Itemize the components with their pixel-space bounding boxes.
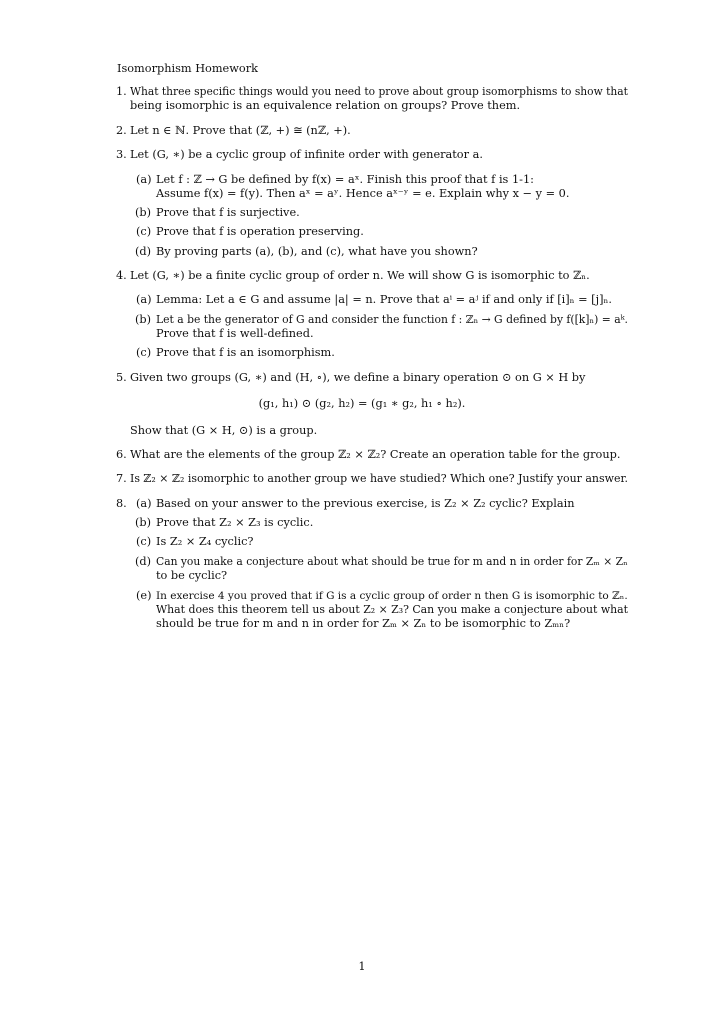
problem-5-number: 5. bbox=[116, 371, 127, 384]
document-title: Isomorphism Homework bbox=[117, 62, 258, 75]
problem-4-number: 4. bbox=[116, 269, 127, 282]
problem-3c-text: Prove that f is operation preserving. bbox=[156, 225, 364, 238]
problem-4b-line-1: Let a be the generator of G and consider the function f : ℤₙ → G defined by f([k]ₙ) = aᵏ. bbox=[156, 313, 628, 326]
problem-1-text bbox=[130, 85, 628, 113]
problem-5-intro bbox=[130, 371, 585, 385]
problem-2-line: Let n ∈ ℕ. Prove that (ℤ, +) ≅ (nℤ, +). bbox=[130, 124, 351, 137]
problem-8b-text: Prove that Z₂ × Z₃ is cyclic. bbox=[156, 516, 314, 529]
problem-1-line-1: What three specific things would you need to prove about group isomorphisms to show that bbox=[130, 85, 628, 98]
problem-3c-label: (c) bbox=[136, 225, 152, 238]
problem-4-intro bbox=[130, 269, 590, 283]
problem-4c-text: Prove that f is an isomorphism. bbox=[156, 346, 335, 359]
problem-8e-line-2: What does this theorem tell us about Z₂ × Z₃? Can you make a conjecture about what bbox=[156, 603, 628, 616]
problem-4b-label: (b) bbox=[135, 313, 152, 326]
problem-4-intro-line: Let (G, ∗) be a finite cyclic group of order n. We will show G is isomorphic to ℤₙ. bbox=[130, 269, 590, 282]
problem-7-number: 7. bbox=[116, 472, 127, 485]
problem-6-text: What are the elements of the group ℤ₂ × ℤ₂? Create an operation table for the group. bbox=[130, 448, 621, 461]
problem-3a-text bbox=[156, 173, 569, 201]
problem-3a-line-1: Let f : ℤ → G be defined by f(x) = aˣ. Finish this proof that f is 1-1: bbox=[156, 173, 534, 186]
problem-6-number: 6. bbox=[116, 448, 127, 461]
problem-4c-label: (c) bbox=[136, 346, 152, 359]
problem-8c-label: (c) bbox=[136, 535, 152, 548]
problem-3-intro bbox=[130, 148, 483, 162]
problem-8d-line-1: Can you make a conjecture about what should be true for m and n in order for Zₘ × Zₙ bbox=[156, 555, 628, 568]
problem-5-formula: (g₁, h₁) ⊙ (g₂, h₂) = (g₁ ∗ g₂, h₁ ∘ h₂). bbox=[258, 397, 466, 410]
problem-5-conclusion: Show that (G × H, ⊙) is a group. bbox=[130, 424, 318, 437]
problem-8e-label: (e) bbox=[136, 589, 152, 602]
problem-8d-label: (d) bbox=[135, 555, 152, 568]
problem-8a-label: (a) bbox=[136, 497, 152, 510]
problem-3b-label: (b) bbox=[135, 206, 152, 219]
problem-8-number: 8. bbox=[116, 497, 127, 510]
problem-5-intro-line: Given two groups (G, ∗) and (H, ∘), we define a binary operation ⊙ on G × H by bbox=[130, 371, 586, 384]
problem-4b-text bbox=[156, 313, 628, 341]
problem-3a-label: (a) bbox=[136, 173, 152, 186]
problem-4b-line-2: Prove that f is well-defined. bbox=[156, 327, 314, 340]
problem-3-number: 3. bbox=[116, 148, 127, 161]
problem-3a-line-2: Assume f(x) = f(y). Then aˣ = aʸ. Hence aˣ⁻ʸ = e. Explain why x − y = 0. bbox=[156, 187, 570, 200]
page-number: 1 bbox=[358, 960, 366, 973]
problem-4a-label: (a) bbox=[136, 293, 152, 306]
problem-3b-text: Prove that f is surjective. bbox=[156, 206, 300, 219]
problem-8b-label: (b) bbox=[135, 516, 152, 529]
problem-8c-text: Is Z₂ × Z₄ cyclic? bbox=[156, 535, 254, 548]
problem-8d-text bbox=[156, 555, 628, 583]
problem-3d-text: By proving parts (a), (b), and (c), what have you shown? bbox=[156, 245, 478, 258]
problem-8e-text bbox=[156, 589, 628, 631]
problem-3d-label: (d) bbox=[135, 245, 152, 258]
problem-1-line-2: being isomorphic is an equivalence relation on groups? Prove them. bbox=[130, 99, 521, 112]
problem-8e-line-3: should be true for m and n in order for Zₘ × Zₙ to be isomorphic to Zₘₙ? bbox=[156, 617, 571, 630]
problem-8e-line-1: In exercise 4 you proved that if G is a cyclic group of order n then G is isomorphic to ℤₙ. bbox=[156, 590, 628, 602]
problem-8d-line-2: to be cyclic? bbox=[156, 569, 228, 582]
problem-4a-text: Lemma: Let a ∈ G and assume |a| = n. Prove that aⁱ = aʲ if and only if [i]ₙ = [j]ₙ. bbox=[156, 293, 612, 306]
problem-2-text bbox=[130, 124, 351, 138]
problem-1-number: 1. bbox=[116, 85, 127, 98]
problem-2-number: 2. bbox=[116, 124, 127, 137]
problem-8a-text: Based on your answer to the previous exercise, is Z₂ × Z₂ cyclic? Explain bbox=[156, 497, 575, 510]
problem-7-text: Is ℤ₂ × ℤ₂ isomorphic to another group we have studied? Which one? Justify your answer. bbox=[130, 472, 628, 485]
problem-3-intro-line: Let (G, ∗) be a cyclic group of infinite order with generator a. bbox=[130, 148, 483, 161]
